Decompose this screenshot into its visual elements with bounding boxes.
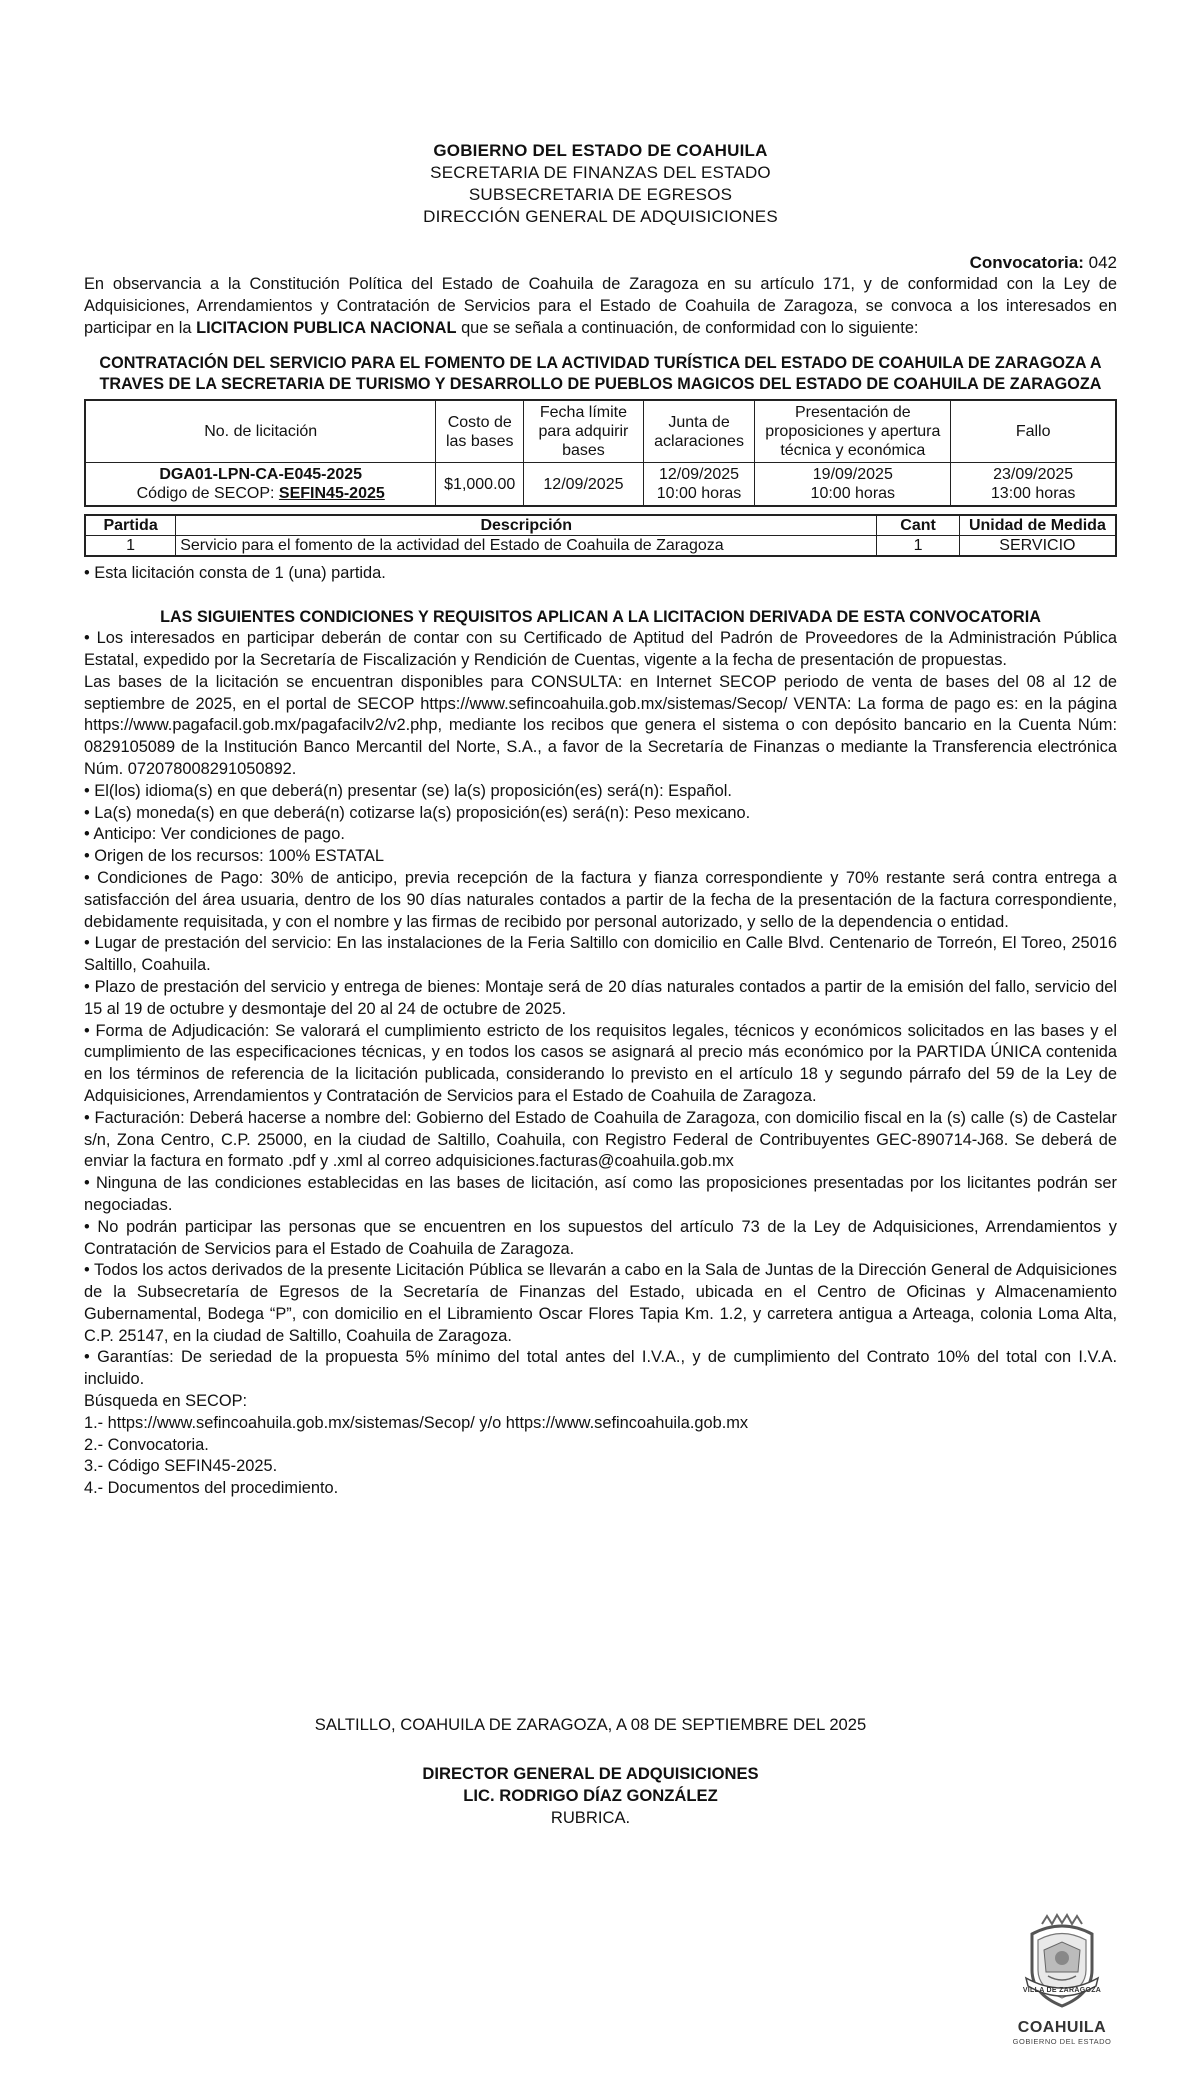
list-item: • Forma de Adjudicación: Se valorará el cumplimiento estricto de los requisitos legales, técnicos y económicos solicitados en las bases y el cumplimiento de las especificaciones técnicas, y en todos los casos se asignará al precio más económico por la PARTIDA ÚNICA contenida en los términos de referencia de la licitación publicada, considerando lo previsto en el artículo 18 y segundo párrafo del 59 de la Ley de Adquisiciones, Arrendamientos y Contratación de Servicios para el Estado de Coahuila de Zaragoza.: [84, 1021, 1117, 1105]
list-item: • Anticipo: Ver condiciones de pago.: [84, 825, 345, 844]
header-direction: DIRECCIÓN GENERAL DE ADQUISICIONES: [423, 207, 778, 226]
table-header-row: Partida Descripción Cant Unidad de Medida: [85, 515, 1116, 536]
fecha-limite-value: 12/09/2025: [524, 463, 644, 507]
list-item: • La(s) moneda(s) en que deberá(n) cotizarse la(s) proposición(es) será(n): Peso mexicano.: [84, 803, 751, 822]
list-item: Las bases de la licitación se encuentran disponibles para CONSULTA: en Internet SECOP periodo de venta de bases del 08 al 12 de septiembre de 2025, en el portal de SECOP https://www.sefincoahuila.gob.mx/sistemas/Secop/ VENTA: La forma de pago es: en la página https://www.pagafacil.gob.mx/pagafacilv2/v2.php, mediante los recibos que genera el sistema o con depósito bancario en la Cuenta Núm: 0829105089 de la Institución Banco Mercantil del Norte, S.A., a favor de la Secretaría de Finanzas o mediante la Transferencia electrónica Núm. 072078008291050892.: [84, 672, 1117, 778]
list-item: 4.- Documentos del procedimiento.: [84, 1479, 339, 1498]
signer-name: LIC. RODRIGO DÍAZ GONZÁLEZ: [463, 1786, 718, 1805]
busqueda-secop: [84, 1391, 1117, 1500]
table-row: 1 Servicio para el fomento de la actividad del Estado de Coahuila de Zaragoza 1 SERVICIO: [85, 536, 1116, 557]
list-item: • Origen de los recursos: 100% ESTATAL: [84, 847, 384, 866]
licitacion-number: DGA01-LPN-CA-E045-2025: [159, 466, 363, 484]
signer-position: DIRECTOR GENERAL DE ADQUISICIONES: [422, 1764, 759, 1783]
document-page: [84, 140, 1117, 1500]
conditions-title: LAS SIGUIENTES CONDICIONES Y REQUISITOS APLICAN A LA LICITACION DERIVADA DE ESTA CONVOCATORIA: [160, 608, 1041, 627]
col-costo: Costo de las bases: [436, 400, 524, 463]
presentacion-value: 19/09/2025 10:00 horas: [755, 463, 951, 507]
junta-value: 12/09/2025 10:00 horas: [643, 463, 754, 507]
secop-code: Código de SECOP: SEFIN45-2025: [136, 485, 385, 503]
document-header: [84, 140, 1117, 228]
place-date: SALTILLO, COAHUILA DE ZARAGOZA, A 08 DE SEPTIEMBRE DEL 2025: [314, 1715, 867, 1734]
tender-schedule-table: [84, 399, 1117, 507]
logo-name: COAHUILA: [1017, 2019, 1107, 2036]
rubrica: RUBRICA.: [550, 1808, 631, 1827]
list-item: • El(los) idioma(s) en que deberá(n) presentar (se) la(s) proposición(es) será(n): Español.: [84, 781, 732, 800]
fallo-value: 23/09/2025 13:00 horas: [951, 463, 1116, 507]
list-item: 3.- Código SEFIN45-2025.: [84, 1457, 278, 1476]
list-item: • Ninguna de las condiciones establecidas en las bases de licitación, así como las proposiciones presentadas por los licitantes podrán ser negociadas.: [84, 1174, 1117, 1214]
header-government: GOBIERNO DEL ESTADO DE COAHUILA: [433, 141, 768, 160]
partida-note: • Esta licitación consta de 1 (una) partida.: [84, 564, 386, 583]
col-presentacion: Presentación de proposiciones y apertura técnica y económica: [755, 400, 951, 463]
list-item: • Todos los actos derivados de la presente Licitación Pública se llevarán a cabo en la Sala de Juntas de la Dirección General de Adquisiciones de la Subsecretaría de Egresos de la Secretaría de Finanzas del Estado, ubicada en el Centro de Oficinas y Almacenamiento Gubernamental, Bodega “P”, con domicilio en el Libramiento Oscar Flores Tapia Km. 1.2, y carretera antigua a Arteaga, colonia Loma Alta, C.P. 25147, en la ciudad de Saltillo, Coahuila de Zaragoza.: [84, 1261, 1117, 1345]
intro-paragraph: En observancia a la Constitución Política del Estado de Coahuila de Zaragoza en su artículo 171, y de conformidad con la Ley de Adquisiciones, Arrendamientos y Contratación de Servicios para el Estado de Coahuila de Zaragoza, se convoca a los interesados en participar en la LICITACION PUBLICA NACIONAL que se señala a continuación, de conformidad con lo siguiente:: [84, 275, 1117, 337]
list-item: 2.- Convocatoria.: [84, 1435, 209, 1454]
list-item: • Lugar de prestación del servicio: En las instalaciones de la Feria Saltillo con domicilio en Calle Blvd. Centenario de Torreón, El Toreo, 25016 Saltillo, Coahuila.: [84, 934, 1117, 975]
busqueda-title: Búsqueda en SECOP:: [84, 1392, 248, 1411]
licitacion-cell: [85, 463, 436, 507]
list-item: • Plazo de prestación del servicio y entrega de bienes: Montaje será de 20 días naturales contados a partir de la emisión del fallo, servicio del 15 al 19 de octubre y desmontaje del 20 al 24 de octubre de 2025.: [84, 977, 1117, 1018]
list-item: • Garantías: De seriedad de la propuesta 5% mínimo del total antes del I.V.A., y de cumplimiento del Contrato 10% del total con I.V.A. incluido.: [84, 1348, 1117, 1389]
costo-value: $1,000.00: [436, 463, 524, 507]
col-fallo: Fallo: [951, 400, 1116, 463]
logo-ribbon: VILLA DE ZARAGOZA: [1022, 1987, 1102, 1994]
conditions-list: [84, 628, 1117, 1391]
header-secretariat: SECRETARIA DE FINANZAS DEL ESTADO: [430, 163, 771, 182]
col-junta: Junta de aclaraciones: [643, 400, 754, 463]
list-item: • Condiciones de Pago: 30% de anticipo, previa recepción de la factura y fianza correspondiente y 70% restante será contra entrega a satisfacción del área usuaria, dentro de los 90 días naturales contados a partir de la fecha de la presentación de la factura correspondiente, debidamente requisitada, y con el nombre y las firmas de recibido por personal autorizado, y sello de la dependencia o entidad.: [84, 868, 1117, 931]
list-item: 1.- https://www.sefincoahuila.gob.mx/sistemas/Secop/ y/o https://www.sefincoahuila.gob.mx: [84, 1413, 749, 1432]
tender-title: CONTRATACIÓN DEL SERVICIO PARA EL FOMENTO DE LA ACTIVIDAD TURÍSTICA DEL ESTADO DE COAHUILA DE ZARAGOZA A TRAVES DE LA SECRETARIA DE TURISMO Y DESARROLLO DE PUEBLOS MAGICOS DEL ESTADO DE COAHUILA DE ZARAGOZA: [99, 354, 1102, 394]
coat-of-arms-icon: [1012, 1912, 1112, 2012]
logo-subtitle: GOBIERNO DEL ESTADO: [1012, 2037, 1112, 2046]
list-item: • Los interesados en participar deberán de contar con su Certificado de Aptitud del Padrón de Proveedores de la Administración Pública Estatal, expedido por la Secretaría de Fiscalización y Rendición de Cuentas, vigente a la fecha de presentación de propuestas.: [84, 629, 1117, 669]
col-licitacion: No. de licitación: [85, 400, 436, 463]
coahuila-logo: [1002, 1912, 1122, 2052]
convocatoria-number: Convocatoria: 042: [969, 253, 1117, 272]
col-fecha-limite: Fecha límite para adquirir bases: [524, 400, 644, 463]
header-subsecretariat: SUBSECRETARIA DE EGRESOS: [468, 185, 733, 204]
table-header-row: [85, 400, 1116, 463]
partidas-table: [84, 514, 1117, 557]
list-item: • No podrán participar las personas que se encuentren en los supuestos del artículo 73 de la Ley de Adquisiciones, Arrendamientos y Contratación de Servicios para el Estado de Coahuila de Zaragoza.: [84, 1217, 1117, 1258]
table-row: [85, 463, 1116, 507]
list-item: • Facturación: Deberá hacerse a nombre del: Gobierno del Estado de Coahuila de Zaragoza, con domicilio fiscal en la (s) calle (s) de Castelar s/n, Zona Centro, C.P. 25000, en la ciudad de Saltillo, Coahuila, con Registro Federal de Contribuyentes GEC-890714-J68. Se deberá de enviar la factura en formato .pdf y .xml al correo adquisiciones.facturas@coahuila.gob.mx: [84, 1108, 1117, 1171]
